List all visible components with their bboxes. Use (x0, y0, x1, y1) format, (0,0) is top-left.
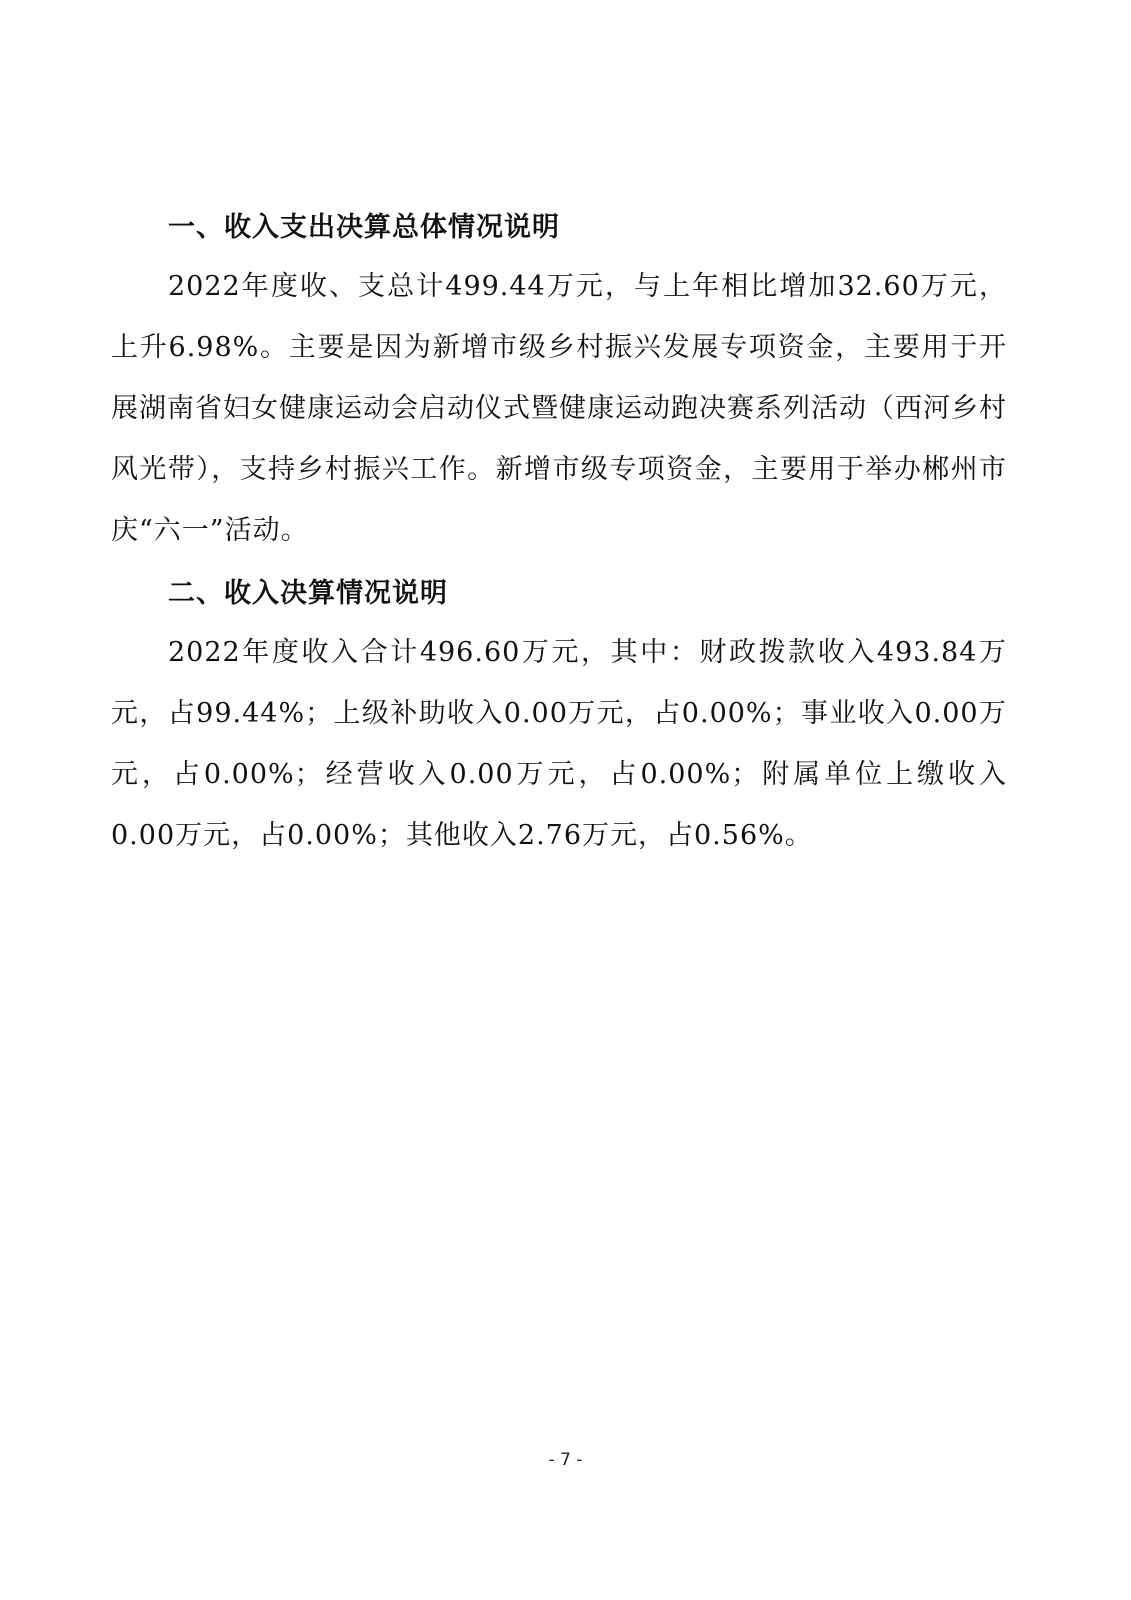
section-2-paragraph: 2022年度收入合计496.60万元，其中：财政拨款收入493.84万元，占99.44%；上级补助收入0.00万元，占0.00%；事业收入0.00万元，占0.00%；经营收入0.00万元，占0.00%；附属单位上缴收入0.00万元，占0.00%；其他收入2.76万元，占0.56%。 (111, 637, 1007, 851)
section-1-paragraph: 2022年度收、支总计499.44万元，与上年相比增加32.60万元，上升6.98%。主要是因为新增市级乡村振兴发展专项资金，主要用于开展湖南省妇女健康运动会启动仪式暨健康运动跑决赛系列活动（西河乡村风光带），支持乡村振兴工作。新增市级专项资金，主要用于举办郴州市庆“六一”活动。 (111, 271, 1007, 546)
page-content (111, 199, 1007, 866)
page-number: - 7 - (548, 1450, 583, 1470)
section-2-heading: 二、收入决算情况说明 (168, 578, 448, 609)
section-1-heading: 一、收入支出决算总体情况说明 (168, 212, 560, 243)
